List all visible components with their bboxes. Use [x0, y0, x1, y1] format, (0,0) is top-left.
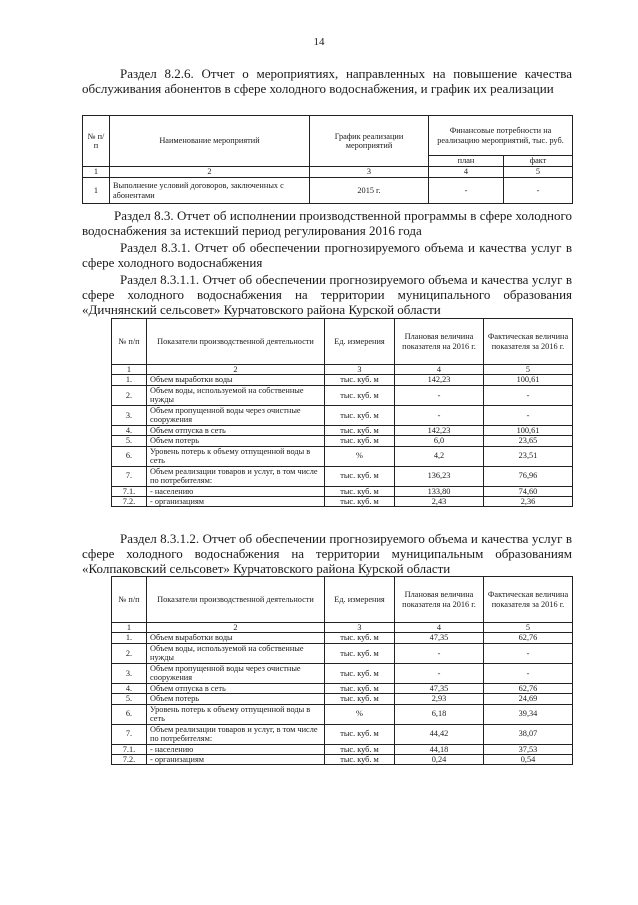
row-num: 5.	[112, 694, 147, 704]
row-unit: тыс. куб. м	[325, 466, 395, 486]
row-indicator: Объем выработки воды	[147, 633, 325, 643]
row-unit: тыс. куб. м	[325, 486, 395, 496]
column-number: 5	[504, 167, 573, 178]
row-plan: 142,23	[395, 425, 484, 435]
row-num: 7.1.	[112, 744, 147, 754]
table-row	[112, 497, 573, 507]
row-indicator: Объем воды, используемой на собственные нужды	[147, 385, 325, 405]
row-fact: 100,61	[484, 425, 573, 435]
header-indicator: Показатели производственной деятельности	[147, 577, 325, 623]
column-number: 1	[83, 167, 110, 178]
section-826-heading: Раздел 8.2.6. Отчет о мероприятиях, направленных на повышение качества обслуживания абонентов в сфере холодного водоснабжения, и график их реализации	[82, 66, 572, 96]
table-row	[112, 425, 573, 435]
header-fact: Фактическая величина показателя за 2016 г.	[484, 577, 573, 623]
row-plan: 47,35	[395, 633, 484, 643]
column-number: 4	[395, 365, 484, 375]
row-num: 1.	[112, 375, 147, 385]
section-831-heading: Раздел 8.3.1. Отчет об обеспечении прогнозируемого объема и качества услуг в сфере холодного водоснабжения	[82, 240, 572, 270]
row-indicator: Объем потерь	[147, 694, 325, 704]
row-indicator: - населению	[147, 486, 325, 496]
column-number-row	[83, 167, 573, 178]
table-row	[112, 704, 573, 724]
table-row	[112, 436, 573, 446]
row-num: 2.	[112, 643, 147, 663]
row-num: 1.	[112, 633, 147, 643]
row-plan: 136,23	[395, 466, 484, 486]
row-fact: 0,54	[484, 755, 573, 765]
column-number: 4	[429, 167, 504, 178]
row-num: 7.1.	[112, 486, 147, 496]
column-number: 4	[395, 623, 484, 633]
row-fact: 62,76	[484, 633, 573, 643]
row-num: 2.	[112, 385, 147, 405]
row-plan: 2,43	[395, 497, 484, 507]
row-unit: тыс. куб. м	[325, 436, 395, 446]
row-unit: тыс. куб. м	[325, 683, 395, 693]
row-num: 3.	[112, 405, 147, 425]
header-num: № п/п	[83, 116, 110, 167]
dichnyansky-indicators-table	[111, 318, 573, 507]
section-8311-heading: Раздел 8.3.1.1. Отчет об обеспечении прогнозируемого объема и качества услуг в сфере холодного водоснабжения на территории муниципального образования «Дичнянский сельсовет» Курчатовского района Курской области	[82, 272, 572, 317]
row-indicator: Объем воды, используемой на собственные нужды	[147, 643, 325, 663]
row-fact: 76,96	[484, 466, 573, 486]
row-num: 6.	[112, 446, 147, 466]
table-row	[112, 663, 573, 683]
row-unit: тыс. куб. м	[325, 385, 395, 405]
row-fact: 39,34	[484, 704, 573, 724]
row-unit: тыс. куб. м	[325, 755, 395, 765]
column-number-row	[112, 623, 573, 633]
row-fact: 37,53	[484, 744, 573, 754]
row-plan: 47,35	[395, 683, 484, 693]
column-number: 3	[310, 167, 429, 178]
column-number: 5	[484, 365, 573, 375]
row-unit: тыс. куб. м	[325, 663, 395, 683]
kolpakovsky-indicators-table	[111, 576, 573, 765]
row-indicator: Объем выработки воды	[147, 375, 325, 385]
table-row	[112, 446, 573, 466]
row-indicator: - организациям	[147, 755, 325, 765]
header-name: Наименование мероприятий	[110, 116, 310, 167]
table-row	[112, 466, 573, 486]
table-row	[112, 486, 573, 496]
column-number: 2	[110, 167, 310, 178]
table-row	[112, 633, 573, 643]
row-unit: тыс. куб. м	[325, 744, 395, 754]
row-schedule: 2015 г.	[310, 178, 429, 204]
row-fact: 24,69	[484, 694, 573, 704]
row-fact: -	[504, 178, 573, 204]
table-row	[112, 724, 573, 744]
column-number: 2	[147, 623, 325, 633]
row-num: 5.	[112, 436, 147, 446]
row-indicator: Объем потерь	[147, 436, 325, 446]
row-plan: -	[429, 178, 504, 204]
row-unit: %	[325, 704, 395, 724]
row-fact: 23,65	[484, 436, 573, 446]
row-num: 6.	[112, 704, 147, 724]
header-plan: Плановая величина показателя на 2016 г.	[395, 319, 484, 365]
row-fact: 74,60	[484, 486, 573, 496]
row-indicator: Объем отпуска в сеть	[147, 683, 325, 693]
row-plan: 4,2	[395, 446, 484, 466]
row-unit: тыс. куб. м	[325, 643, 395, 663]
row-fact: -	[484, 663, 573, 683]
row-indicator: Уровень потерь к объему отпущенной воды в сеть	[147, 446, 325, 466]
header-unit: Ед. измерения	[325, 319, 395, 365]
events-table	[82, 115, 573, 204]
header-unit: Ед. измерения	[325, 577, 395, 623]
row-num: 7.2.	[112, 497, 147, 507]
row-unit: %	[325, 446, 395, 466]
header-finance: Финансовые потребности на реализацию мероприятий, тыс. руб.	[429, 116, 573, 156]
table-row	[112, 385, 573, 405]
header-num: № п/п	[112, 577, 147, 623]
column-number: 5	[484, 623, 573, 633]
row-fact: -	[484, 405, 573, 425]
table-row	[112, 755, 573, 765]
row-fact: 2,36	[484, 497, 573, 507]
row-indicator: - организациям	[147, 497, 325, 507]
table-row	[112, 375, 573, 385]
row-num: 3.	[112, 663, 147, 683]
row-plan: 6,18	[395, 704, 484, 724]
column-number: 2	[147, 365, 325, 375]
row-fact: 23,51	[484, 446, 573, 466]
row-fact: -	[484, 385, 573, 405]
header-fact: факт	[504, 156, 573, 167]
row-unit: тыс. куб. м	[325, 425, 395, 435]
row-plan: 2,93	[395, 694, 484, 704]
row-unit: тыс. куб. м	[325, 633, 395, 643]
row-unit: тыс. куб. м	[325, 694, 395, 704]
column-number: 1	[112, 623, 147, 633]
row-num: 7.	[112, 466, 147, 486]
header-plan: Плановая величина показателя на 2016 г.	[395, 577, 484, 623]
row-plan: -	[395, 663, 484, 683]
header-indicator: Показатели производственной деятельности	[147, 319, 325, 365]
table-row	[83, 178, 573, 204]
table-row	[112, 683, 573, 693]
row-num: 4.	[112, 425, 147, 435]
row-plan: 133,80	[395, 486, 484, 496]
row-indicator: Уровень потерь к объему отпущенной воды в сеть	[147, 704, 325, 724]
row-num: 7.	[112, 724, 147, 744]
column-number: 3	[325, 365, 395, 375]
header-schedule: График реализации мероприятий	[310, 116, 429, 167]
table-row	[112, 643, 573, 663]
row-indicator: Объем реализации товаров и услуг, в том числе по потребителям:	[147, 724, 325, 744]
row-unit: тыс. куб. м	[325, 724, 395, 744]
section-8312-heading: Раздел 8.3.1.2. Отчет об обеспечении прогнозируемого объема и качества услуг в сфере холодного водоснабжения на территории муниципальным образованиям «Колпаковский сельсовет» Курчатовского района Курской области	[82, 531, 572, 576]
table-row	[112, 405, 573, 425]
row-plan: 0,24	[395, 755, 484, 765]
table-row	[112, 744, 573, 754]
row-fact: 62,76	[484, 683, 573, 693]
row-num: 1	[83, 178, 110, 204]
header-num: № п/п	[112, 319, 147, 365]
row-fact: -	[484, 643, 573, 663]
row-fact: 38,07	[484, 724, 573, 744]
row-fact: 100,61	[484, 375, 573, 385]
row-unit: тыс. куб. м	[325, 405, 395, 425]
row-unit: тыс. куб. м	[325, 375, 395, 385]
row-plan: 44,18	[395, 744, 484, 754]
row-num: 7.2.	[112, 755, 147, 765]
row-indicator: Объем отпуска в сеть	[147, 425, 325, 435]
row-plan: 44,42	[395, 724, 484, 744]
row-unit: тыс. куб. м	[325, 497, 395, 507]
column-number: 1	[112, 365, 147, 375]
column-number: 3	[325, 623, 395, 633]
row-indicator: Объем пропущенной воды через очистные сооружения	[147, 663, 325, 683]
row-plan: 142,23	[395, 375, 484, 385]
row-indicator: Объем пропущенной воды через очистные сооружения	[147, 405, 325, 425]
table-row	[112, 694, 573, 704]
row-name: Выполнение условий договоров, заключенных с абонентами	[110, 178, 310, 204]
section-83-heading: Раздел 8.3. Отчет об исполнении производственной программы в сфере холодного водоснабжения за истекший период регулирования 2016 года	[82, 208, 572, 238]
row-plan: -	[395, 385, 484, 405]
page-number: 14	[313, 36, 325, 48]
row-indicator: Объем реализации товаров и услуг, в том числе по потребителям:	[147, 466, 325, 486]
column-number-row	[112, 365, 573, 375]
row-num: 4.	[112, 683, 147, 693]
header-fact: Фактическая величина показателя за 2016 г.	[484, 319, 573, 365]
row-plan: -	[395, 405, 484, 425]
header-plan: план	[429, 156, 504, 167]
row-plan: 6,0	[395, 436, 484, 446]
row-indicator: - населению	[147, 744, 325, 754]
row-plan: -	[395, 643, 484, 663]
